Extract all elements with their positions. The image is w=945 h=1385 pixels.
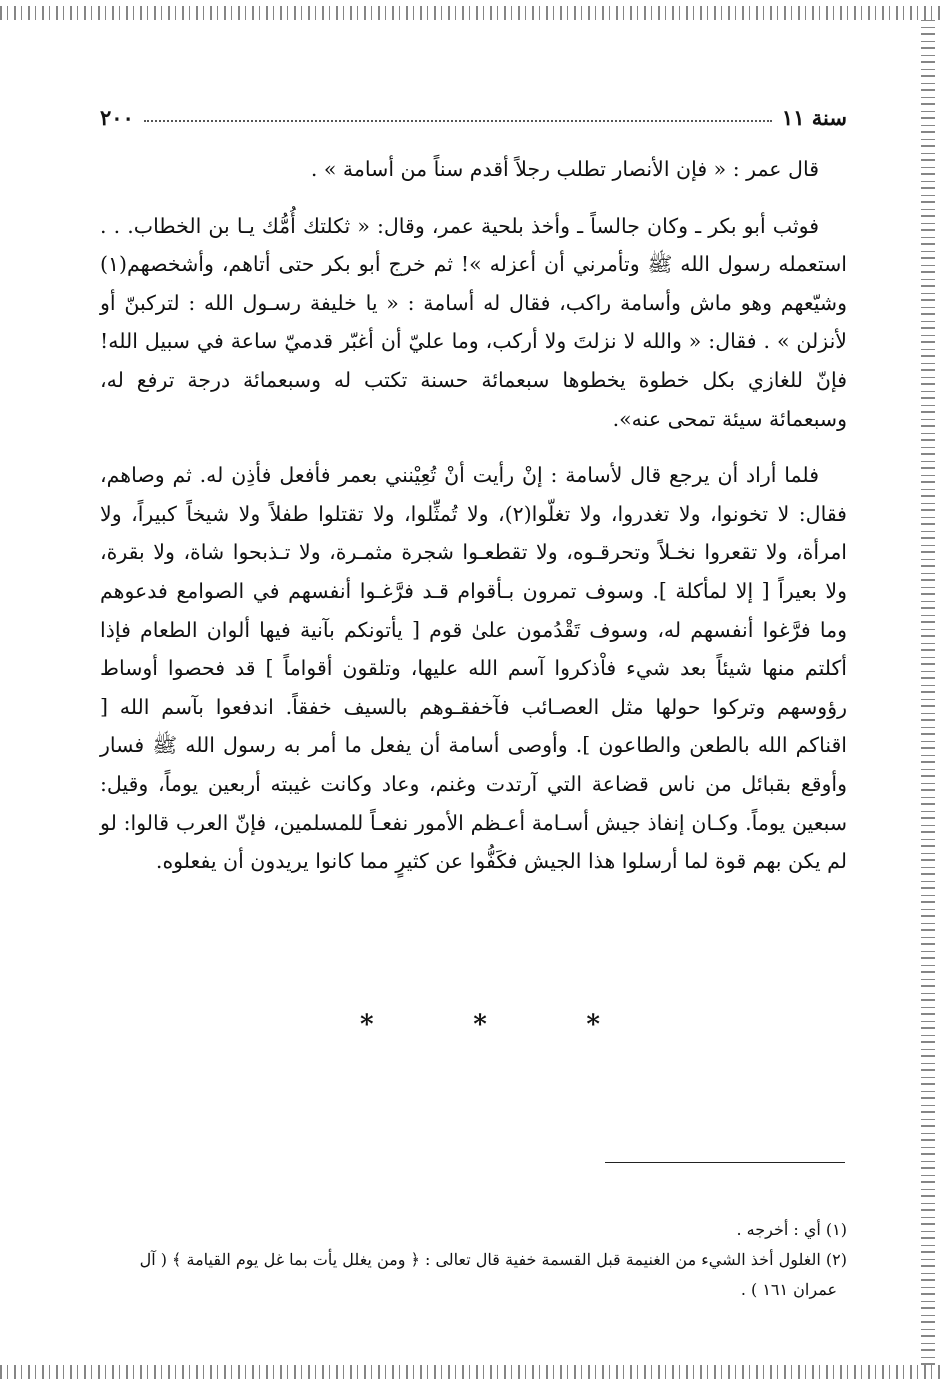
paragraph-3: فلما أراد أن يرجع قال لأسامة : إنْ رأيت أنْ تُعِيْنني بعمر فأفعل فأذِن له. ثم وصاهم، فقال: لا تخونوا، ولا تغدروا، ولا تغلّوا(٢)، ولا تُمثِّلوا، ولا تقتلوا طفلاً ولا شيخاً كبيراً، ولا امرأة، ولا تقعروا نخـلاً وتحرقـوه، ولا تقطعـوا شجرة مثمـرة، ولا تـذبحوا شاة، ولا بقرة، ولا بعيراً [ إلا لمأكلة ]. وسوف تمرون بـأقوام قـد فرَّغـوا أنفسهم في الصوامع فدعوهم وما فرَّغوا أنفسهم له، وسوف تَقْدُمون علىٰ قوم [ يأتونكم بآنية فيها ألوان الطعام فإذا أكلتم منها شيئاً بعد شيء فاْذكروا آسم الله عليها، وتلقون أقواماً ] قد فحصوا أوساط رؤوسهم وتركوا حولها مثل العصـائب فآخفقـوهم بالسيف خفقاً. اندفعوا بآسم الله [ اقناكم الله بالطعن والطاعون ]. وأوصى أسامة أن يفعل ما أمر به رسول الله ﷺ فسار وأوقع بقبائل من ناس قضاعة التي آرتدت وغنم، وعاد وكانت غيبته أربعين يوماً، وقيل: سبعين يوماً. وكـان إنفاذ جيش أسـامة أعـظم الأمور نفعـاً للمسلمين، فإنّ العرب قالوا: لو لم يكن بهم قوة لما أرسلوا هذا الجيش فكَفُّوا عن كثيرٍ مما كانوا يريدون أن يفعلوه.	[100, 463, 847, 874]
section-separator	[360, 1010, 600, 1040]
ornamental-border-bottom	[0, 1365, 945, 1379]
asterisk: *	[360, 1010, 374, 1040]
footnote-rule	[605, 1162, 845, 1163]
footnote-2: (٢) الغلول أخذ الشيء من الغنيمة قبل القسمة خفية قال تعالى : ﴿ ومن يغلل يأت بما غل يوم القيامة ﴾ ( آل	[139, 1250, 847, 1269]
paragraph-2: فوثب أبو بكر ـ وكان جالساً ـ وأخذ بلحية عمر، وقال: « ثكلتك أُمُّك يـا بن الخطاب. . . استعمله رسول الله ﷺ وتأمرني أن أعزله »! ثم خرج أبو بكر حتى أتاهم، وأشخصهم(١) وشيّعهم وهو ماش وأسامة راكب، فقال له أسامة : « يا خليفة رسـول الله : لتركبنّ أو لأنزلن » . فقال: « والله لا نزلتَ ولا أركب، وما عليّ أن أغبّر قدميّ ساعة في سبيل الله! فإنّ للغازي بكل خطوة يخطوها سبعمائة حسنة تكتب له وسبعمائة درجة ترفع له، وسبعمائة سيئة تمحى عنه».	[100, 213, 847, 431]
footnote-2-continuation: عمران ١٦١ ) .	[740, 1280, 837, 1299]
body-text	[100, 150, 847, 889]
header-dotted-leader	[144, 120, 772, 122]
page-header	[100, 96, 847, 130]
footnote-1: (١) أي : أخرجه .	[736, 1220, 847, 1239]
ornamental-border-right	[921, 20, 935, 1365]
asterisk: *	[473, 1010, 487, 1040]
running-title: سنة ١١	[781, 105, 847, 130]
paragraph-1: قال عمر : « فإن الأنصار تطلب رجلاً أقدم سناً من أسامة » .	[310, 157, 819, 181]
page-number: ٢٠٠	[100, 105, 134, 130]
asterisk: *	[586, 1010, 600, 1040]
footnotes	[100, 1215, 847, 1305]
ornamental-border-top	[0, 6, 945, 20]
